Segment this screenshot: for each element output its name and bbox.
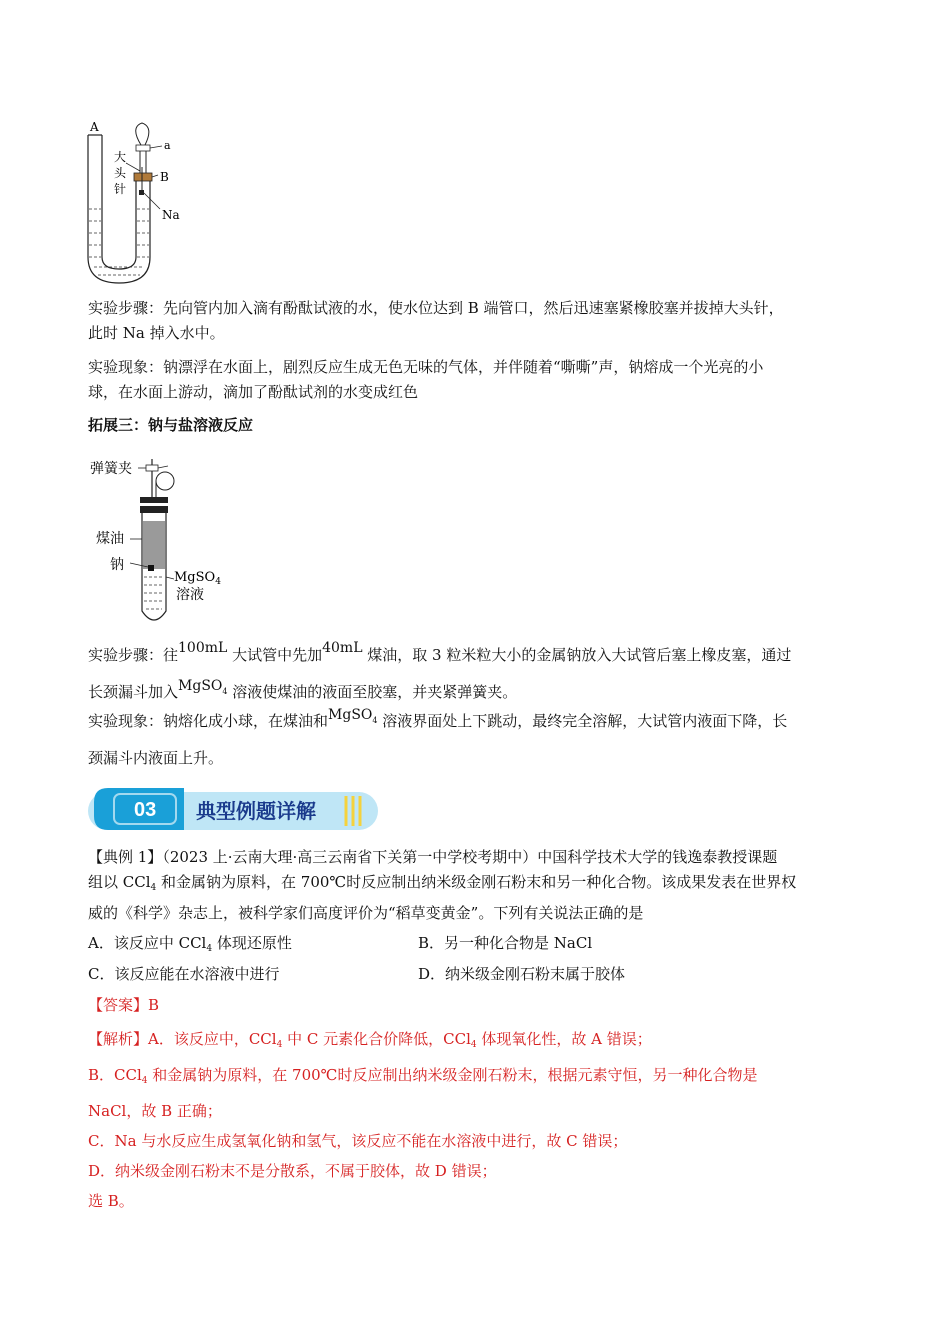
option-d: D．纳米级金刚石粉末属于胶体: [418, 965, 626, 983]
example-source: （2023 上·云南大理·高三云南省下关第一中学校考期中）中国科学技术大学的钱逸泰教授课题: [162, 848, 778, 866]
phenomenon-line-1: 实验现象：钠漂浮在水面上，剧烈反应生成无色无味的气体，并伴随着“嘶嘶”声，钠熔成一个光亮的小: [88, 358, 764, 376]
answer-label: 【答案】B: [88, 996, 160, 1014]
phenomenon-paragraph: [88, 355, 863, 405]
label-spring-clip: 弹簧夹: [90, 461, 132, 477]
label-na: Na: [162, 208, 180, 222]
steps-line-1: 实验步骤：先向管内加入滴有酚酞试液的水，使水位达到 B 端管口，然后迅速塞紧橡胶塞并拔掉大头针，: [88, 299, 784, 317]
steps-line-2: 此时 Na 掉入水中。: [88, 324, 225, 342]
formula-mgso4: MgSO$_4$: [178, 678, 228, 696]
volume-40ml: 40mL: [322, 640, 363, 656]
label-solution: 溶液: [176, 587, 204, 603]
banner-number: 03: [134, 799, 157, 821]
label-kerosene: 煤油: [96, 531, 124, 547]
example-tag: 【典例 1】: [88, 848, 163, 866]
label-pin-1: 大: [114, 150, 127, 164]
option-b: B．另一种化合物是 NaCl: [418, 934, 593, 952]
banner-title: 典型例题详解: [196, 799, 316, 823]
u-tube-apparatus-figure: [80, 117, 210, 289]
steps-paragraph: [88, 296, 863, 346]
volume-100ml: 100mL: [178, 640, 228, 656]
example-question: 【典例 1】（2023 上·云南大理·高三云南省下关第一中学校考期中）中国科学技术大学的钱逸泰教授课题 组以 CCl$_4$ 和金属钠为原料，在 700℃时反应制出纳米级金刚石粉末和另一种化合物。该成果发表在世界权 威的《科学》杂志上，被科学家们高度评价为“稻草变黄金”。下列有关说法正确的是: [88, 848, 797, 922]
test-tube-apparatus-figure: [80, 451, 240, 631]
label-tube-a: A: [90, 120, 99, 134]
label-pin-3: 针: [114, 182, 127, 196]
label-clip-a: a: [164, 139, 171, 152]
option-a: A．该反应中 CCl$_4$ 体现还原性: [88, 934, 292, 954]
label-mgso4: MgSO$_4$: [174, 570, 221, 587]
label-sodium: 钠: [110, 557, 124, 573]
section3-heading: 拓展三：钠与盐溶液反应: [88, 416, 254, 434]
phenomenon-line-2: 球，在水面上游动，滴加了酚酞试剂的水变成红色: [88, 383, 419, 401]
formula-mgso4-2: MgSO$_4$: [328, 707, 378, 725]
section3-steps: 实验步骤：往100mL 大试管中先加40mL 煤油，取 3 粒米粒大小的金属钠放入大试管后塞上橡皮塞，通过 长颈漏斗加入MgSO$_4$ 溶液使煤油的液面至胶塞，并夹紧弹簧夹。: [88, 640, 792, 701]
section3-phenomenon: 实验现象：钠熔化成小球，在煤油和MgSO$_4$ 溶液界面处上下跳动，最终完全溶解，大试管内液面下降，长 颈漏斗内液面上升。: [88, 707, 788, 767]
label-pin-2: 头: [114, 166, 127, 180]
option-c: C．该反应能在水溶液中进行: [88, 965, 280, 983]
label-b: B: [160, 170, 169, 184]
section-banner: [88, 786, 378, 832]
analysis-block: 【解析】A．该反应中，CCl$_4$ 中 C 元素化合价降低，CCl$_4$ 体现氧化性，故 A 错误； B．CCl$_4$ 和金属钠为原料，在 700℃时反应制出纳米级金刚石粉末，根据元素守恒，另一种化合物是 NaCl，故 B 正确； C．Na 与水反应生成氢氧化钠和氢气，该反应不能在水溶液中进行，故 C 错误； D．纳米级金刚石粉末不是分散系，不属于胶体，故 D 错误； 选 B。: [88, 1030, 758, 1210]
